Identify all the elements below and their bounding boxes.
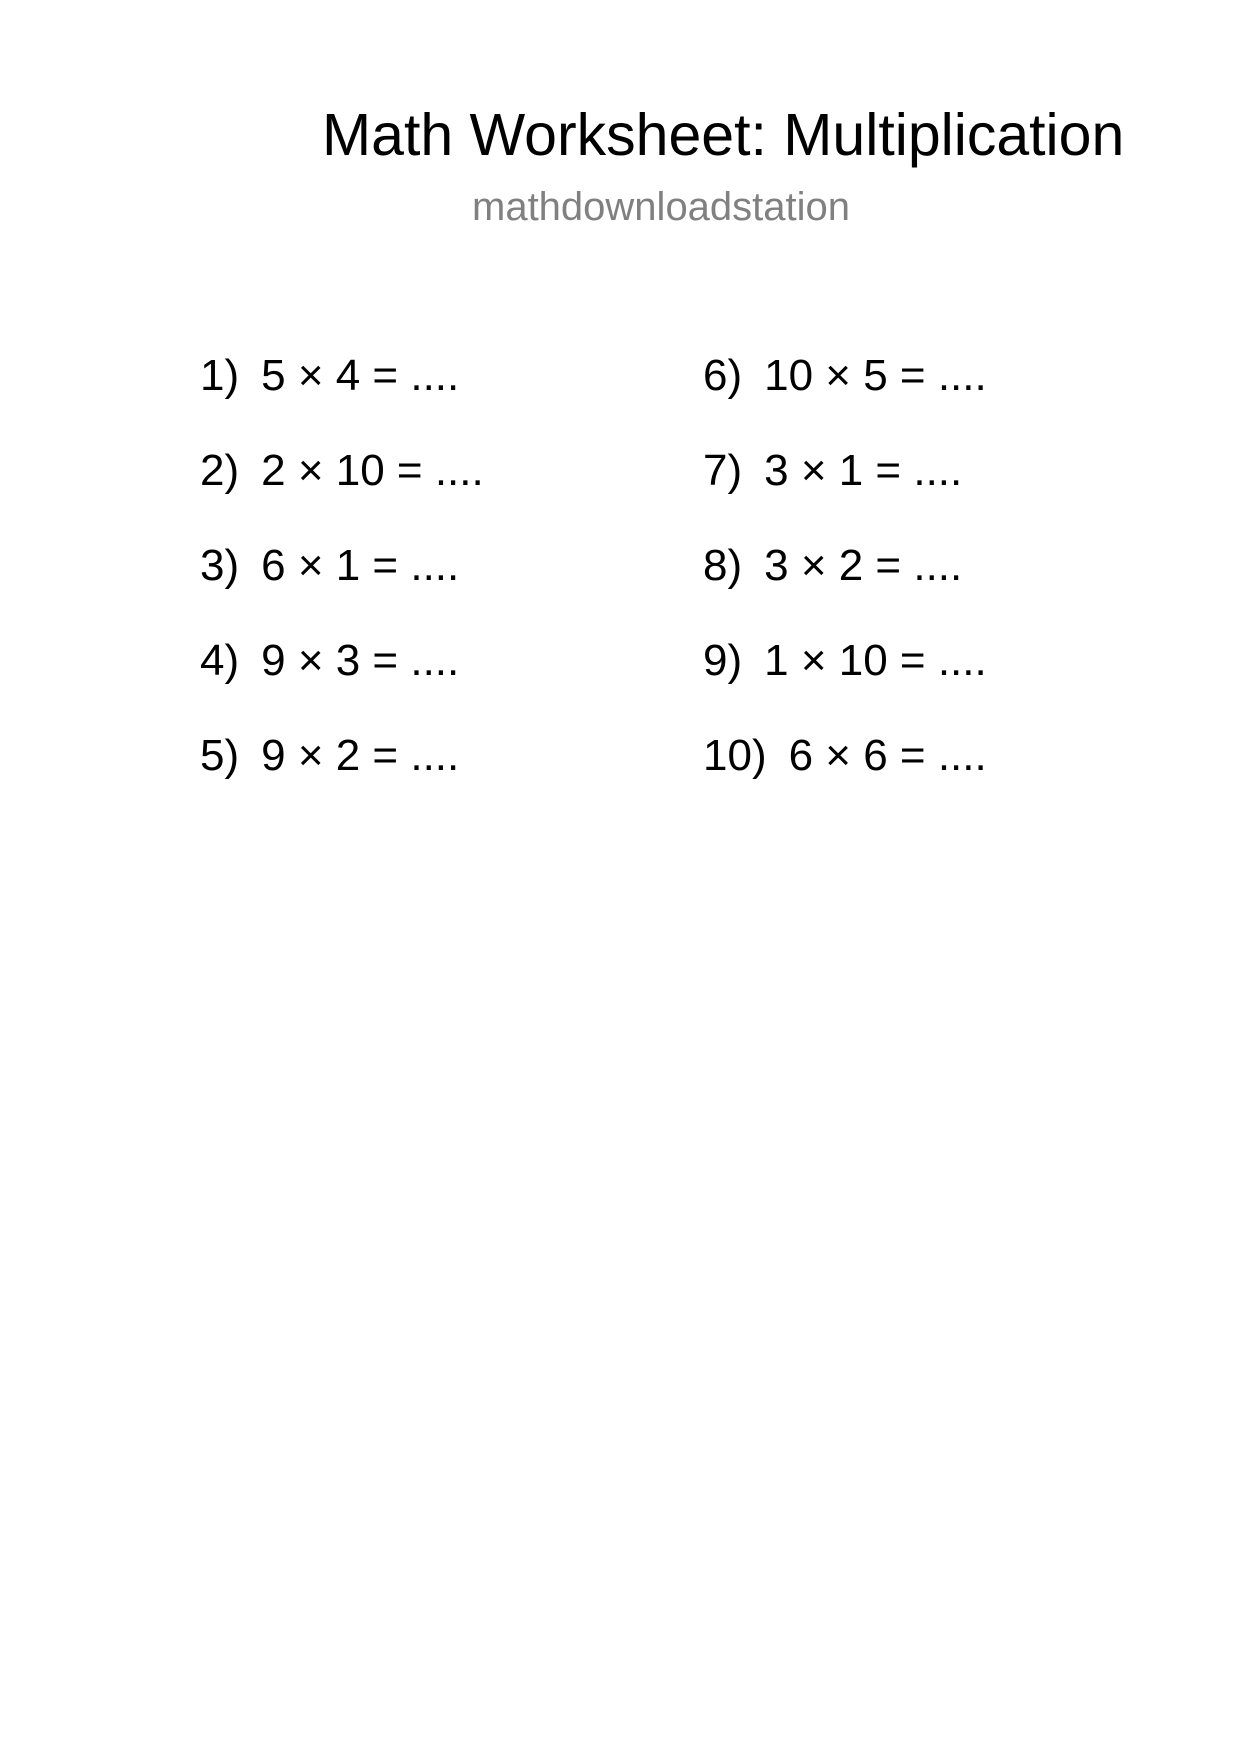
problem-number: 4): [200, 636, 240, 685]
problem-expression: 6 × 6 = ....: [788, 731, 987, 780]
problem-number: 10): [703, 731, 767, 780]
problem-8: [703, 540, 962, 592]
problem-expression: 9 × 3 = ....: [261, 636, 460, 685]
problem-1: [200, 350, 459, 402]
page-subtitle: mathdownloadstation: [472, 185, 851, 229]
problem-4: [200, 635, 459, 687]
problem-3: [200, 540, 459, 592]
problem-2: [200, 445, 484, 497]
problem-7: [703, 445, 962, 497]
problem-expression: 3 × 1 = ....: [764, 446, 963, 495]
problem-expression: 6 × 1 = ....: [261, 541, 460, 590]
problem-expression: 5 × 4 = ....: [261, 351, 460, 400]
problem-number: 7): [703, 446, 743, 495]
problem-5: [200, 730, 459, 782]
problem-10: [703, 730, 987, 782]
problem-expression: 10 × 5 = ....: [764, 351, 987, 400]
problem-number: 6): [703, 351, 743, 400]
problem-expression: 9 × 2 = ....: [261, 731, 460, 780]
problem-expression: 1 × 10 = ....: [764, 636, 987, 685]
problem-expression: 2 × 10 = ....: [261, 446, 484, 495]
problem-number: 2): [200, 446, 240, 495]
problem-9: [703, 635, 987, 687]
problem-expression: 3 × 2 = ....: [764, 541, 963, 590]
problem-6: [703, 350, 987, 402]
problem-number: 1): [200, 351, 240, 400]
problem-number: 8): [703, 541, 743, 590]
problem-number: 9): [703, 636, 743, 685]
problem-number: 5): [200, 731, 240, 780]
problem-number: 3): [200, 541, 240, 590]
page-title: Math Worksheet: Multiplication: [322, 102, 1125, 168]
